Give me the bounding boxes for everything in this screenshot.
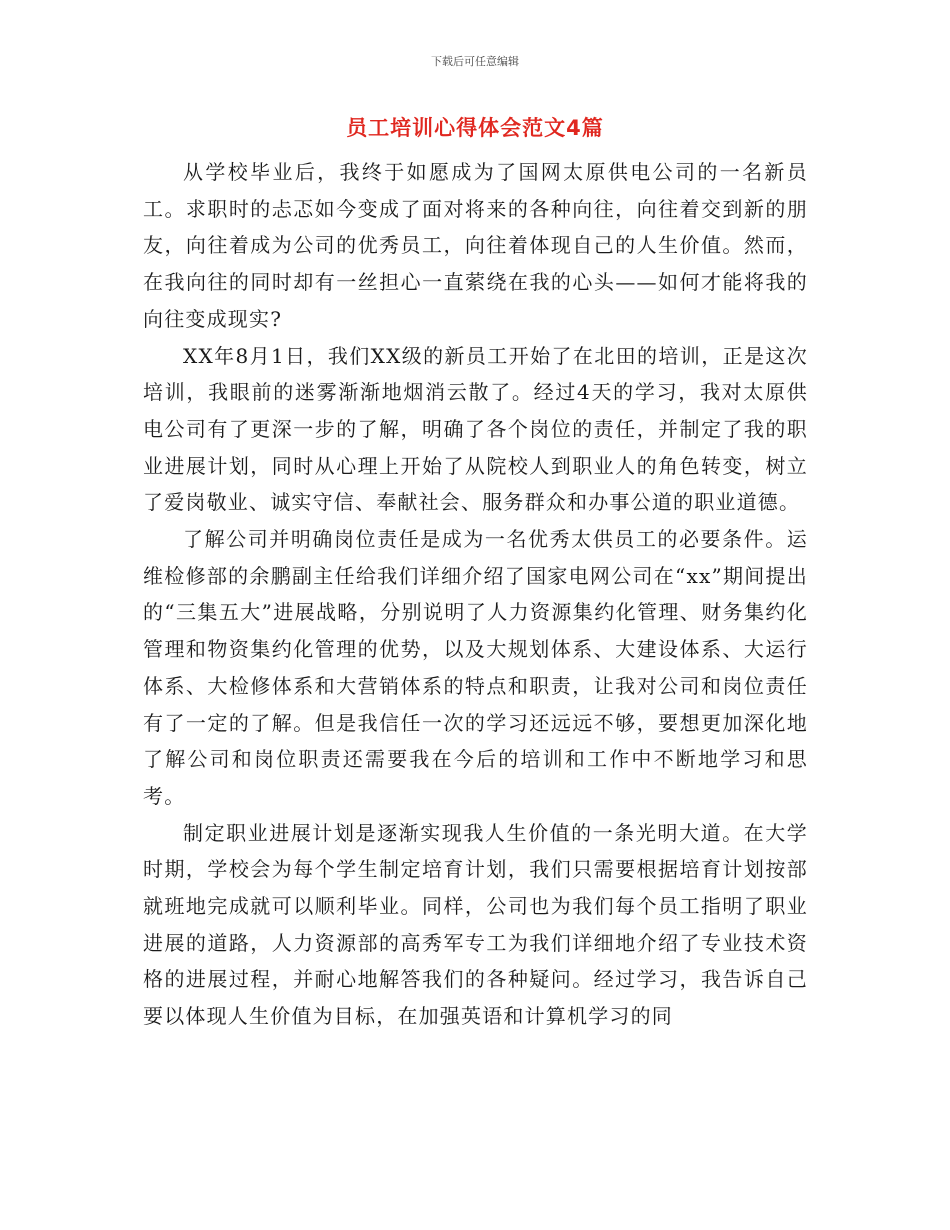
document-title: 员工培训心得体会范文4篇	[346, 116, 604, 140]
paragraph: 从学校毕业后，我终于如愿成为了国网太原供电公司的一名新员工。求职时的忐忑如今变成了面对将来的各种向往，向往着交到新的朋友，向往着成为公司的优秀员工，向往着体现自己的人生价值。然而，在我向往的同时却有一丝担心一直萦绕在我的心头——如何才能将我的向往变成现实?	[143, 160, 808, 331]
paragraph: XX年8月1日，我们XX级的新员工开始了在北田的培训，正是这次培训，我眼前的迷雾渐渐地烟消云散了。经过4天的学习，我对太原供电公司有了更深一步的了解，明确了各个岗位的责任，并制定了我的职业进展计划，同时从心理上开始了从院校人到职业人的角色转变，树立了爱岗敬业、诚实守信、奉献社会、服务群众和办事公道的职业道德。	[143, 343, 808, 515]
header-note: 下载后可任意编辑	[431, 55, 519, 68]
paragraph: 制定职业进展计划是逐渐实现我人生价值的一条光明大道。在大学时期，学校会为每个学生制定培育计划，我们只需要根据培育计划按部就班地完成就可以顺利毕业。同样，公司也为我们每个员工指明了职业进展的道路，人力资源部的高秀军专工为我们详细地介绍了专业技术资格的进展过程，并耐心地解答我们的各种疑问。经过学习，我告诉自己要以体现人生价值为目标，在加强英语和计算机学习的同	[143, 820, 808, 1029]
paragraph: 了解公司并明确岗位责任是成为一名优秀太供员工的必要条件。运维检修部的余鹏副主任给我们详细介绍了国家电网公司在“xx”期间提出的“三集五大”进展战略，分别说明了人力资源集约化管理、财务集约化管理和物资集约化管理的优势，以及大规划体系、大建设体系、大运行体系、大检修体系和大营销体系的特点和职责，让我对公司和岗位责任有了一定的了解。但是我信任一次的学习还远远不够，要想更加深化地了解公司和岗位职责还需要我在今后的培训和工作中不断地学习和思考。	[143, 527, 808, 808]
document-body	[143, 154, 808, 1035]
